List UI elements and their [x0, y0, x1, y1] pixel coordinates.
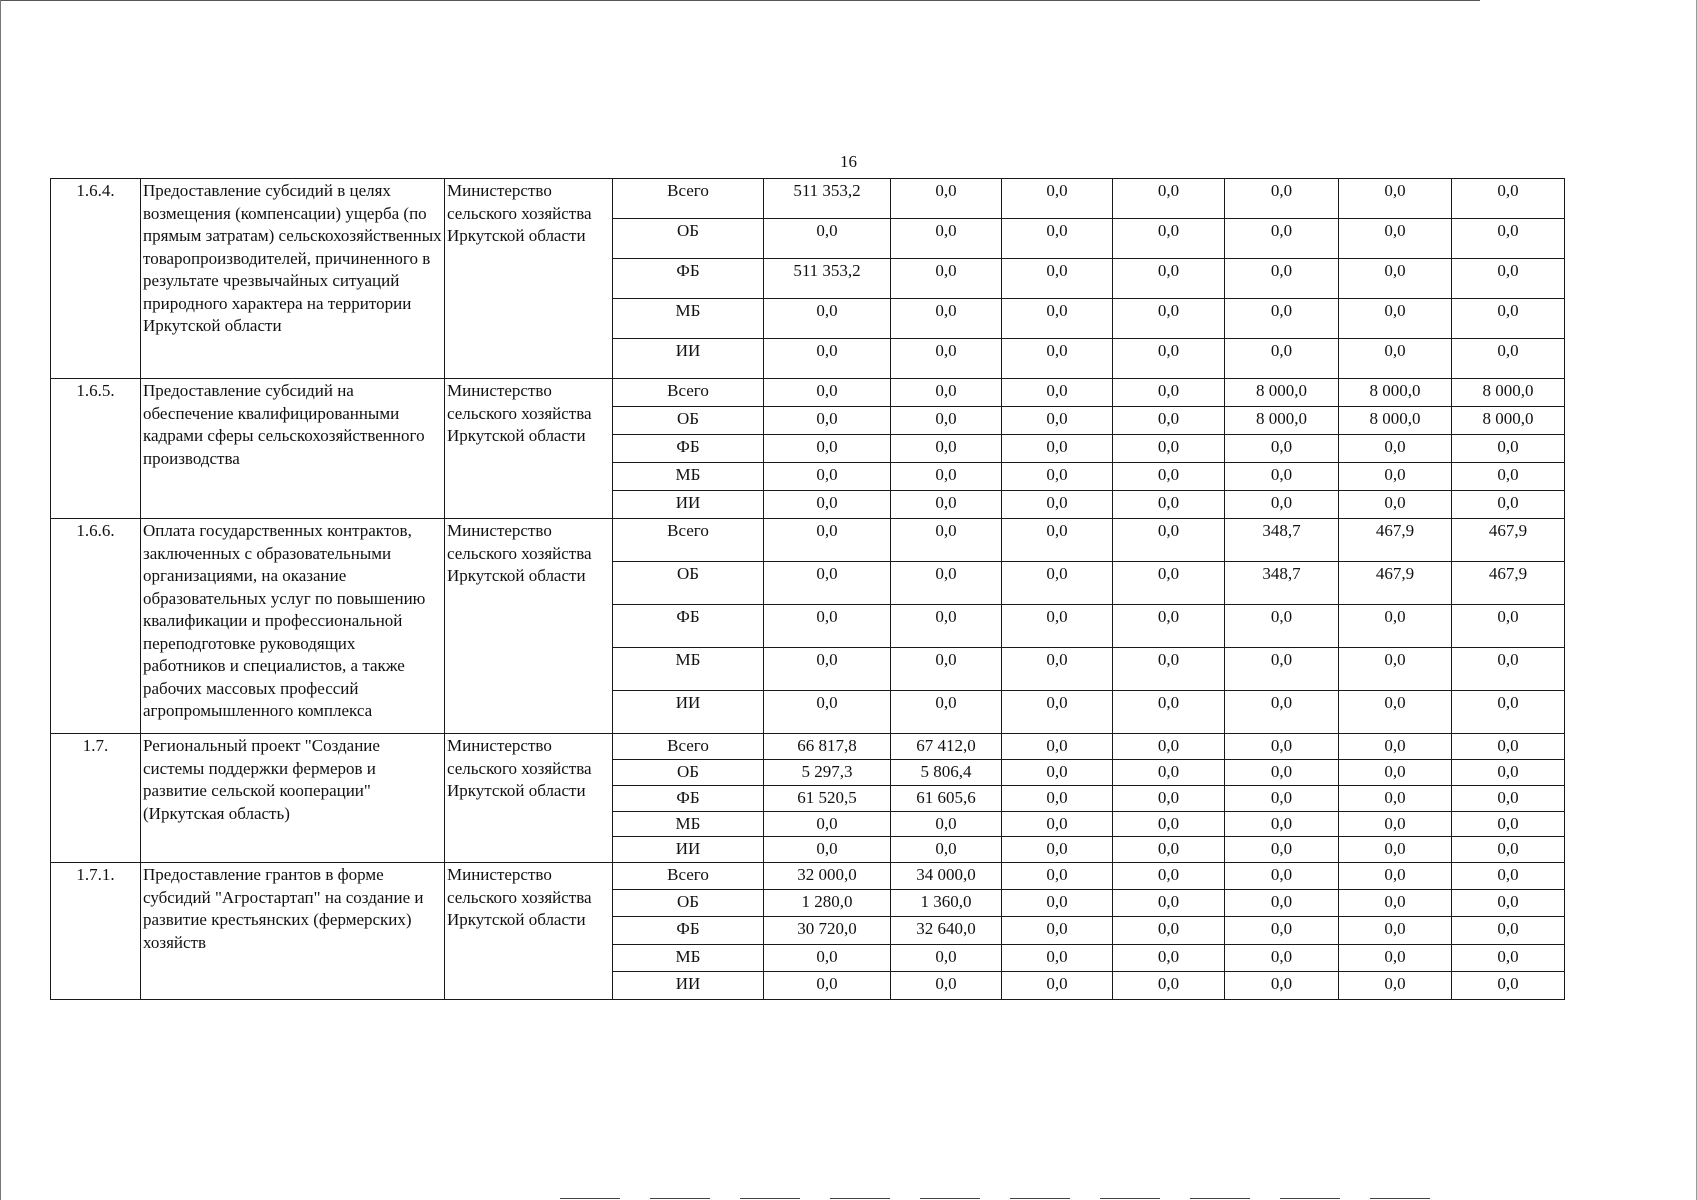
value-cell: 34 000,0 — [891, 863, 1002, 890]
value-cell: 0,0 — [764, 648, 891, 691]
scan-edge-top — [0, 0, 1480, 1]
value-cell: 0,0 — [1225, 339, 1339, 379]
value-cell: 0,0 — [891, 519, 1002, 562]
value-cell: 8 000,0 — [1452, 407, 1565, 435]
value-cell: 0,0 — [891, 691, 1002, 734]
funding-source: ФБ — [613, 605, 764, 648]
funding-source: ОБ — [613, 759, 764, 785]
value-cell: 0,0 — [1452, 691, 1565, 734]
value-cell: 0,0 — [1339, 219, 1452, 259]
value-cell: 0,0 — [1225, 945, 1339, 972]
value-cell: 0,0 — [1002, 890, 1113, 917]
value-cell: 0,0 — [1339, 648, 1452, 691]
value-cell: 467,9 — [1452, 562, 1565, 605]
value-cell: 0,0 — [764, 463, 891, 491]
funding-source: МБ — [613, 299, 764, 339]
value-cell: 0,0 — [1113, 463, 1225, 491]
value-cell: 0,0 — [1225, 863, 1339, 890]
value-cell: 0,0 — [1113, 945, 1225, 972]
value-cell: 0,0 — [1002, 863, 1113, 890]
value-cell: 1 280,0 — [764, 890, 891, 917]
value-cell: 0,0 — [891, 299, 1002, 339]
value-cell: 0,0 — [764, 491, 891, 519]
value-cell: 8 000,0 — [1452, 379, 1565, 407]
value-cell: 0,0 — [1225, 491, 1339, 519]
value-cell: 0,0 — [1225, 785, 1339, 811]
value-cell: 0,0 — [1113, 259, 1225, 299]
item-executor: Министерство сельского хозяйства Иркутской области — [445, 519, 613, 734]
value-cell: 0,0 — [1113, 519, 1225, 562]
value-cell: 0,0 — [1339, 863, 1452, 890]
value-cell: 0,0 — [764, 837, 891, 863]
value-cell: 0,0 — [1225, 691, 1339, 734]
value-cell: 0,0 — [1339, 179, 1452, 219]
value-cell: 0,0 — [1452, 435, 1565, 463]
value-cell: 0,0 — [1452, 837, 1565, 863]
value-cell: 0,0 — [1339, 945, 1452, 972]
funding-source: МБ — [613, 945, 764, 972]
value-cell: 5 806,4 — [891, 759, 1002, 785]
value-cell: 0,0 — [1113, 863, 1225, 890]
value-cell: 0,0 — [1339, 972, 1452, 1000]
funding-source: ОБ — [613, 407, 764, 435]
value-cell: 0,0 — [1339, 759, 1452, 785]
value-cell: 0,0 — [891, 435, 1002, 463]
value-cell: 0,0 — [1113, 890, 1225, 917]
value-cell: 0,0 — [891, 605, 1002, 648]
value-cell: 0,0 — [1339, 259, 1452, 299]
value-cell: 0,0 — [1225, 605, 1339, 648]
item-number: 1.7.1. — [51, 863, 141, 1000]
page-number: 16 — [840, 152, 857, 171]
value-cell: 0,0 — [1452, 785, 1565, 811]
item-name: Предоставление субсидий на обеспечение квалифицированными кадрами сферы сельскохозяйственного производства — [141, 379, 445, 519]
value-cell: 0,0 — [1113, 435, 1225, 463]
value-cell: 0,0 — [1339, 299, 1452, 339]
value-cell: 0,0 — [1225, 435, 1339, 463]
value-cell: 0,0 — [1339, 837, 1452, 863]
value-cell: 0,0 — [1002, 259, 1113, 299]
value-cell: 0,0 — [1002, 648, 1113, 691]
funding-source: ИИ — [613, 972, 764, 1000]
value-cell: 0,0 — [891, 811, 1002, 837]
item-name: Региональный проект "Создание системы поддержки фермеров и развитие сельской кооперации" (Иркутская область) — [141, 734, 445, 863]
value-cell: 0,0 — [764, 299, 891, 339]
value-cell: 0,0 — [1339, 339, 1452, 379]
value-cell: 0,0 — [1002, 972, 1113, 1000]
item-executor: Министерство сельского хозяйства Иркутской области — [445, 179, 613, 379]
value-cell: 1 360,0 — [891, 890, 1002, 917]
value-cell: 0,0 — [1452, 299, 1565, 339]
value-cell: 0,0 — [1339, 811, 1452, 837]
value-cell: 0,0 — [1002, 691, 1113, 734]
funding-source: ИИ — [613, 339, 764, 379]
item-executor: Министерство сельского хозяйства Иркутской области — [445, 734, 613, 863]
funding-source: ИИ — [613, 491, 764, 519]
value-cell: 0,0 — [1339, 734, 1452, 760]
value-cell: 0,0 — [1113, 785, 1225, 811]
value-cell: 0,0 — [891, 259, 1002, 299]
funding-source: ОБ — [613, 890, 764, 917]
value-cell: 0,0 — [764, 605, 891, 648]
value-cell: 0,0 — [1113, 734, 1225, 760]
value-cell: 467,9 — [1339, 562, 1452, 605]
value-cell: 0,0 — [1339, 463, 1452, 491]
value-cell: 0,0 — [764, 691, 891, 734]
value-cell: 0,0 — [1339, 785, 1452, 811]
funding-source: ФБ — [613, 259, 764, 299]
value-cell: 0,0 — [1452, 811, 1565, 837]
value-cell: 0,0 — [891, 648, 1002, 691]
value-cell: 0,0 — [891, 945, 1002, 972]
value-cell: 61 605,6 — [891, 785, 1002, 811]
value-cell: 0,0 — [1002, 463, 1113, 491]
value-cell: 0,0 — [1452, 463, 1565, 491]
value-cell: 0,0 — [1225, 837, 1339, 863]
value-cell: 0,0 — [891, 837, 1002, 863]
value-cell: 0,0 — [764, 339, 891, 379]
scan-edge-left — [0, 0, 1, 1200]
value-cell: 0,0 — [1002, 179, 1113, 219]
funding-source: ИИ — [613, 837, 764, 863]
value-cell: 0,0 — [1002, 917, 1113, 945]
value-cell: 0,0 — [1452, 259, 1565, 299]
value-cell: 0,0 — [1113, 219, 1225, 259]
value-cell: 0,0 — [1002, 562, 1113, 605]
budget-table — [50, 178, 1565, 1000]
item-executor: Министерство сельского хозяйства Иркутской области — [445, 863, 613, 1000]
value-cell: 0,0 — [1002, 519, 1113, 562]
value-cell: 0,0 — [1002, 811, 1113, 837]
value-cell: 511 353,2 — [764, 259, 891, 299]
funding-source: Всего — [613, 863, 764, 890]
value-cell: 0,0 — [1225, 734, 1339, 760]
value-cell: 0,0 — [1225, 299, 1339, 339]
value-cell: 0,0 — [1002, 605, 1113, 648]
value-cell: 0,0 — [1452, 759, 1565, 785]
value-cell: 0,0 — [764, 379, 891, 407]
value-cell: 0,0 — [764, 519, 891, 562]
value-cell: 8 000,0 — [1339, 407, 1452, 435]
value-cell: 0,0 — [1113, 759, 1225, 785]
value-cell: 0,0 — [1113, 299, 1225, 339]
value-cell: 0,0 — [1339, 491, 1452, 519]
value-cell: 0,0 — [1225, 811, 1339, 837]
value-cell: 511 353,2 — [764, 179, 891, 219]
value-cell: 0,0 — [1225, 259, 1339, 299]
item-number: 1.6.6. — [51, 519, 141, 734]
value-cell: 0,0 — [891, 339, 1002, 379]
value-cell: 0,0 — [1113, 179, 1225, 219]
item-name: Предоставление грантов в форме субсидий "Агростартап" на создание и развитие крестьянских (фермерских) хозяйств — [141, 863, 445, 1000]
item-executor: Министерство сельского хозяйства Иркутской области — [445, 379, 613, 519]
value-cell: 348,7 — [1225, 519, 1339, 562]
value-cell: 0,0 — [1113, 972, 1225, 1000]
funding-source: Всего — [613, 734, 764, 760]
value-cell: 32 000,0 — [764, 863, 891, 890]
value-cell: 0,0 — [1452, 648, 1565, 691]
value-cell: 0,0 — [1339, 605, 1452, 648]
value-cell: 0,0 — [1113, 605, 1225, 648]
value-cell: 0,0 — [1113, 837, 1225, 863]
value-cell: 0,0 — [1113, 917, 1225, 945]
funding-source: МБ — [613, 811, 764, 837]
value-cell: 0,0 — [764, 407, 891, 435]
value-cell: 0,0 — [1225, 463, 1339, 491]
funding-source: Всего — [613, 519, 764, 562]
value-cell: 30 720,0 — [764, 917, 891, 945]
item-name: Предоставление субсидий в целях возмещения (компенсации) ущерба (по прямым затратам) сельскохозяйственных товаропроизводителей, причиненного в результате чрезвычайных ситуаций природного характера на территории Иркутской области — [141, 179, 445, 379]
value-cell: 5 297,3 — [764, 759, 891, 785]
value-cell: 0,0 — [1452, 605, 1565, 648]
funding-source: Всего — [613, 379, 764, 407]
value-cell: 0,0 — [1113, 379, 1225, 407]
value-cell: 0,0 — [1002, 491, 1113, 519]
value-cell: 0,0 — [1452, 219, 1565, 259]
value-cell: 0,0 — [1113, 339, 1225, 379]
value-cell: 0,0 — [764, 435, 891, 463]
value-cell: 0,0 — [1002, 219, 1113, 259]
value-cell: 0,0 — [1225, 219, 1339, 259]
value-cell: 0,0 — [1339, 917, 1452, 945]
value-cell: 0,0 — [891, 407, 1002, 435]
value-cell: 0,0 — [1113, 691, 1225, 734]
value-cell: 0,0 — [1113, 648, 1225, 691]
value-cell: 0,0 — [764, 972, 891, 1000]
value-cell: 0,0 — [1452, 179, 1565, 219]
funding-source: МБ — [613, 463, 764, 491]
value-cell: 67 412,0 — [891, 734, 1002, 760]
value-cell: 0,0 — [1452, 339, 1565, 379]
value-cell: 0,0 — [1225, 917, 1339, 945]
funding-source: ФБ — [613, 917, 764, 945]
value-cell: 0,0 — [1452, 972, 1565, 1000]
funding-source: МБ — [613, 648, 764, 691]
value-cell: 0,0 — [1002, 407, 1113, 435]
table-row — [51, 863, 1565, 890]
value-cell: 0,0 — [1339, 691, 1452, 734]
value-cell: 0,0 — [1002, 759, 1113, 785]
value-cell: 8 000,0 — [1225, 407, 1339, 435]
value-cell: 0,0 — [1113, 562, 1225, 605]
value-cell: 0,0 — [764, 219, 891, 259]
value-cell: 348,7 — [1225, 562, 1339, 605]
value-cell: 0,0 — [1225, 890, 1339, 917]
value-cell: 0,0 — [891, 219, 1002, 259]
value-cell: 0,0 — [1002, 379, 1113, 407]
funding-source: ФБ — [613, 435, 764, 463]
value-cell: 0,0 — [1002, 734, 1113, 760]
table-row — [51, 734, 1565, 760]
value-cell: 0,0 — [764, 945, 891, 972]
scan-edge-bottom — [560, 1198, 1460, 1199]
value-cell: 32 640,0 — [891, 917, 1002, 945]
funding-source: ОБ — [613, 219, 764, 259]
value-cell: 0,0 — [891, 179, 1002, 219]
value-cell: 0,0 — [1225, 648, 1339, 691]
table-row — [51, 179, 1565, 219]
value-cell: 0,0 — [1225, 179, 1339, 219]
value-cell: 0,0 — [764, 562, 891, 605]
value-cell: 0,0 — [1452, 734, 1565, 760]
value-cell: 0,0 — [1339, 890, 1452, 917]
value-cell: 0,0 — [1113, 491, 1225, 519]
funding-source: ИИ — [613, 691, 764, 734]
funding-source: ОБ — [613, 562, 764, 605]
value-cell: 0,0 — [1452, 890, 1565, 917]
value-cell: 61 520,5 — [764, 785, 891, 811]
value-cell: 0,0 — [1002, 785, 1113, 811]
value-cell: 0,0 — [891, 491, 1002, 519]
table-row — [51, 519, 1565, 562]
value-cell: 0,0 — [1113, 811, 1225, 837]
value-cell: 0,0 — [1339, 435, 1452, 463]
item-number: 1.6.5. — [51, 379, 141, 519]
value-cell: 0,0 — [1002, 299, 1113, 339]
value-cell: 8 000,0 — [1225, 379, 1339, 407]
value-cell: 0,0 — [1452, 863, 1565, 890]
value-cell: 0,0 — [1452, 945, 1565, 972]
value-cell: 0,0 — [1002, 435, 1113, 463]
item-number: 1.6.4. — [51, 179, 141, 379]
value-cell: 66 817,8 — [764, 734, 891, 760]
value-cell: 0,0 — [1113, 407, 1225, 435]
value-cell: 0,0 — [1002, 945, 1113, 972]
value-cell: 0,0 — [1225, 759, 1339, 785]
value-cell: 0,0 — [891, 562, 1002, 605]
value-cell: 0,0 — [1452, 917, 1565, 945]
value-cell: 467,9 — [1339, 519, 1452, 562]
value-cell: 0,0 — [1225, 972, 1339, 1000]
value-cell: 467,9 — [1452, 519, 1565, 562]
item-number: 1.7. — [51, 734, 141, 863]
value-cell: 0,0 — [891, 379, 1002, 407]
value-cell: 0,0 — [764, 811, 891, 837]
value-cell: 0,0 — [1452, 491, 1565, 519]
funding-source: ФБ — [613, 785, 764, 811]
value-cell: 8 000,0 — [1339, 379, 1452, 407]
value-cell: 0,0 — [1002, 837, 1113, 863]
value-cell: 0,0 — [891, 463, 1002, 491]
value-cell: 0,0 — [891, 972, 1002, 1000]
value-cell: 0,0 — [1002, 339, 1113, 379]
item-name: Оплата государственных контрактов, заключенных с образовательными организациями, на оказание образовательных услуг по повышению квалификации и профессиональной переподготовке руководящих работников и специалистов, а также рабочих массовых профессий агропромышленного комплекса — [141, 519, 445, 734]
table-row — [51, 379, 1565, 407]
funding-source: Всего — [613, 179, 764, 219]
